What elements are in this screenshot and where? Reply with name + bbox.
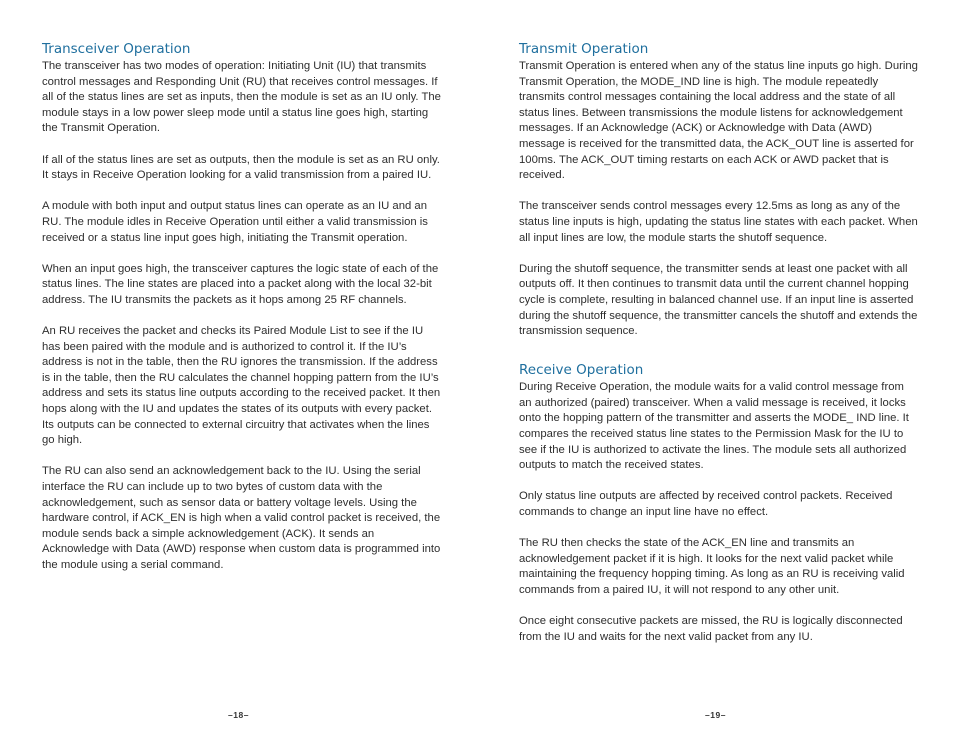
paragraph: The RU can also send an acknowledgement back to the IU. Using the serial interface the RU can include up to two bytes of custom data with the acknowledgement, such as sensor data or battery voltage levels. Using the hardware control, if ACK_EN is high when a valid control packet is received, the module sends back a simple acknowledgement (ACK). It sends an Acknowledge with Data (AWD) response when custom data is programmed into the module using a serial command.	[42, 465, 441, 571]
paragraph: The RU then checks the state of the ACK_EN line and transmits an acknowledgement packet if it is high. It looks for the next valid packet while maintaining the frequency hopping timing. As long as an RU is receiving valid commands from a paired IU, it will not respond to any other unit.	[519, 537, 905, 596]
paragraph: The transceiver has two modes of operation: Initiating Unit (IU) that transmits control messages and Responding Unit (RU) that receives control messages. If all of the status lines are set as inputs, then the module is set as an IU only. The module stays in a low power sleep mode until a status line goes high, starting the Transmit Operation.	[42, 60, 441, 135]
paragraph: A module with both input and output status lines can operate as an IU and an RU. The module idles in Receive Operation until either a valid transmission is received or a status line input goes high, initiating the Transmit operation.	[42, 200, 428, 244]
paragraph: The transceiver sends control messages every 12.5ms as long as any of the status line inputs is high, updating the status line states with each packet. When all input lines are low, the module starts the shutoff sequence.	[519, 200, 918, 244]
paragraph: During Receive Operation, the module waits for a valid control message from an authorized (paired) transceiver. When a valid message is received, it locks onto the hopping pattern of the transmitter and asserts the MODE_ IND line. It compares the received status line states to the Permission Mask for the IU to see if the IU is authorized to activate the lines. The module sets all authorized outputs to match the received states.	[519, 381, 909, 472]
paragraph: Only status line outputs are affected by received control packets. Received commands to change an input line have no effect.	[519, 490, 893, 519]
paragraph: If all of the status lines are set as outputs, then the module is set as an RU only. It stays in Receive Operation looking for a valid transmission from a paired IU.	[42, 153, 440, 182]
paragraph: When an input goes high, the transceiver captures the logic state of each of the status lines. The line states are placed into a packet along with the local 32-bit address. The IU transmits the packets as it hops among 25 RF channels.	[42, 262, 439, 306]
page-number: –19–	[705, 710, 726, 720]
left-column	[42, 40, 442, 589]
section-heading-receive-operation: Receive Operation	[519, 362, 644, 379]
paragraph: Transmit Operation is entered when any of the status line inputs go high. During Transmit Operation, the MODE_IND line is high. The module repeatedly transmits control messages containing the local address and the state of all status lines. Between transmissions the module listens for acknowledgement messages. If an Acknowledge (ACK) or Acknowledge with Data (AWD) message is received for the transmitted data, the ACK_OUT line is asserted for 100ms. The ACK_OUT timing restarts on each ACK or AWD packet that is received.	[519, 60, 918, 182]
paragraph: During the shutoff sequence, the transmitter sends at least one packet with all outputs off. It then continues to transmit data until the current channel hopping cycle is complete, resulting in balanced channel use. If an input line is asserted during the shutoff sequence, the transmitter cancels the shutoff and extends the transmission sequence.	[519, 262, 918, 338]
section-heading-transmit-operation: Transmit Operation	[519, 41, 649, 57]
section-heading-transceiver-operation: Transceiver Operation	[42, 41, 191, 57]
page-number: –18–	[228, 710, 249, 720]
paragraph: Once eight consecutive packets are missed, the RU is logically disconnected from the IU and waits for the next valid packet from any IU.	[519, 615, 903, 643]
right-page	[477, 0, 954, 738]
right-column	[519, 40, 919, 661]
paragraph: An RU receives the packet and checks its Paired Module List to see if the IU has been paired with the module and is authorized to control it. If the IU’s address is not in the table, then the RU ignores the transmission. If the address is in the table, then the RU calculates the channel hopping pattern from the IU’s address and sets its status line outputs according to the received packet. It then hops along with the IU and updates the states of its outputs with every packet. Its outputs can be connected to external circuitry that activates when the lines go high.	[42, 325, 441, 447]
